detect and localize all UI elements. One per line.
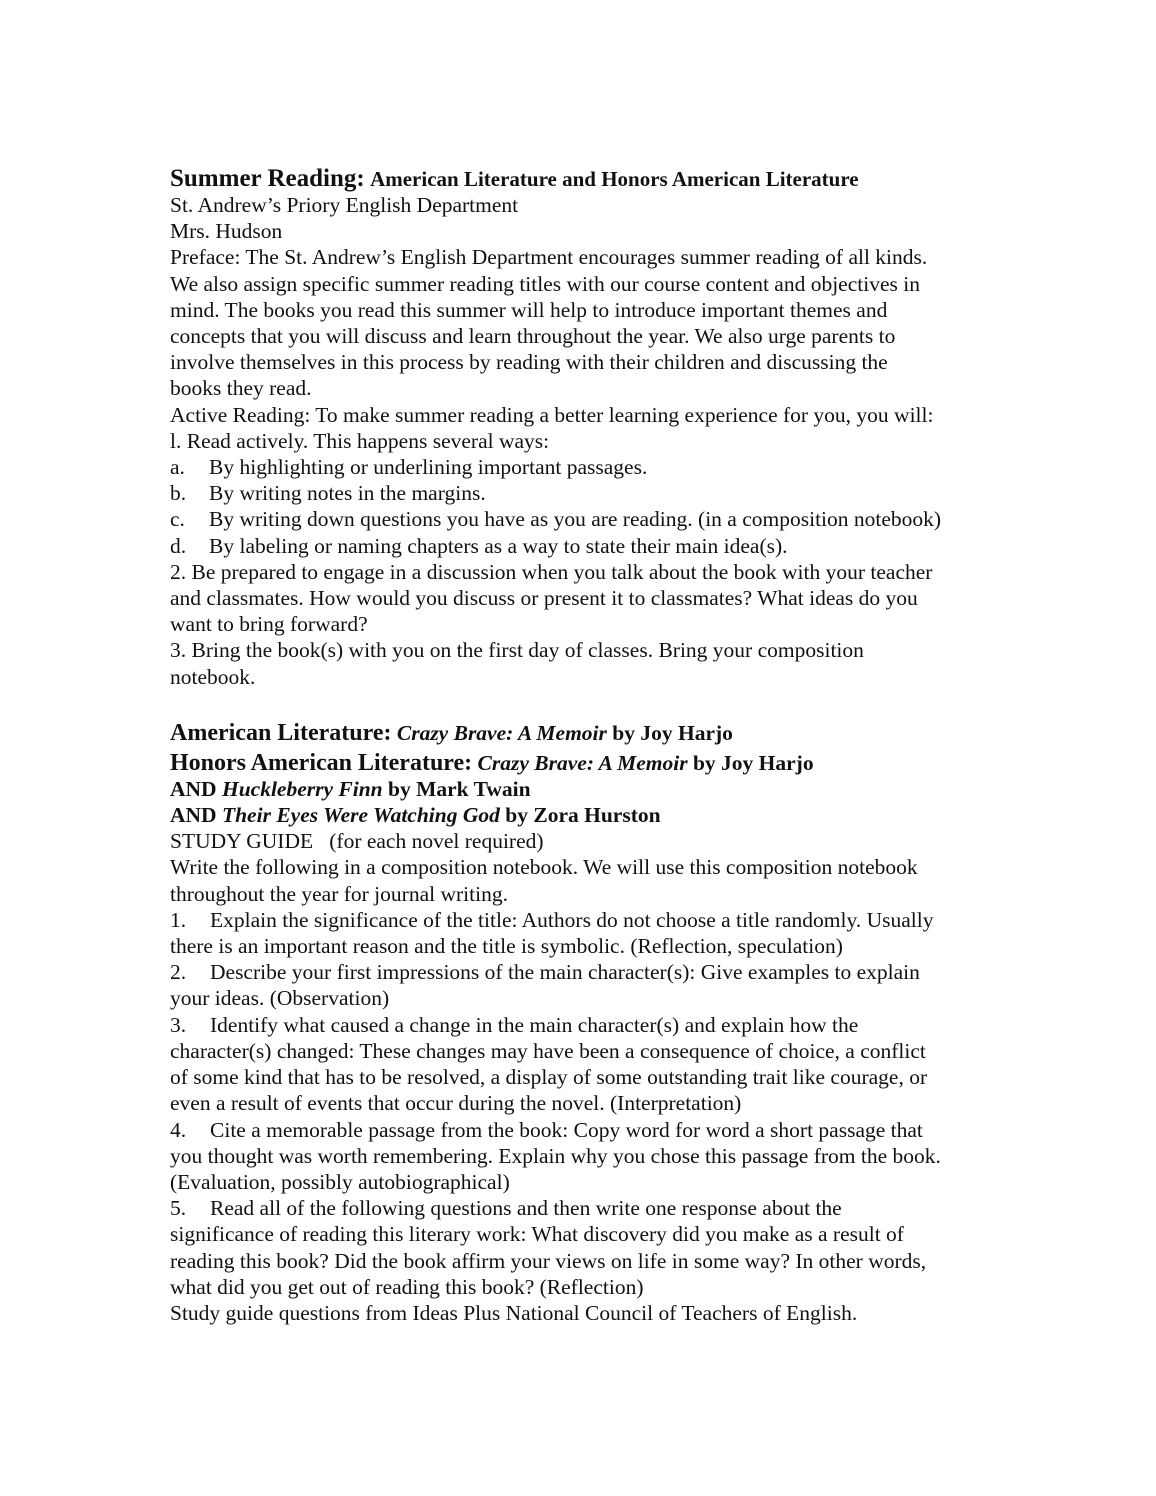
point-line: 2. Be prepared to engage in a discussion when you talk about the book with your teacher: [170, 559, 933, 584]
point-line: want to bring forward?: [170, 612, 368, 637]
question-text: Identify what caused a change in the main character(s) and explain how the: [210, 1012, 859, 1037]
question-line: [170, 1195, 1000, 1221]
title-main: Summer Reading:: [170, 165, 365, 192]
section-spacer: [170, 690, 1000, 716]
department-line: St. Andrew’s Priory English Department: [170, 193, 519, 217]
list-text: By labeling or naming chapters as a way to state their main idea(s).: [209, 533, 788, 558]
question-line: even a result of events that occur during the novel. (Interpretation): [170, 1091, 742, 1116]
question-line: reading this book? Did the book affirm your views on life in some way? In other words,: [170, 1248, 927, 1273]
list-marker: d.: [170, 533, 187, 558]
list-item: [170, 454, 1000, 480]
question-line: [170, 959, 1000, 985]
question-line: character(s) changed: These changes may have been a consequence of choice, a conflict: [170, 1038, 926, 1063]
book-title: Crazy Brave: A Memoir: [477, 750, 688, 775]
list-marker: b.: [170, 481, 187, 506]
list-text: By highlighting or underlining important passages.: [209, 455, 648, 480]
source-line: Study guide questions from Ideas Plus National Council of Teachers of English.: [170, 1300, 858, 1325]
list-marker: a.: [170, 455, 185, 480]
question-text: Describe your first impressions of the main character(s): Give examples to explain: [210, 960, 920, 985]
question-number: 3.: [170, 1012, 187, 1037]
list-text: By writing down questions you have as you are reading. (in a composition notebook): [209, 507, 942, 532]
preface-line: mind. The books you read this summer will help to introduce important themes and: [170, 297, 888, 322]
question-number: 5.: [170, 1196, 187, 1221]
book-title: Crazy Brave: A Memoir: [396, 720, 607, 745]
question-line: [170, 907, 1000, 933]
course-label: American Literature:: [170, 719, 392, 746]
question-number: 1.: [170, 907, 187, 932]
am-lit-heading: [170, 716, 1000, 750]
question-line: (Evaluation, possibly autobiographical): [170, 1169, 510, 1194]
preface-line: We also assign specific summer reading titles with our course content and objectives in: [170, 271, 920, 296]
active-reading-line: l. Read actively. This happens several ways:: [170, 428, 550, 453]
honors-heading: [170, 746, 1000, 780]
question-line: there is an important reason and the title is symbolic. (Reflection, speculation): [170, 934, 843, 959]
list-item: [170, 480, 1000, 506]
active-reading-line: Active Reading: To make summer reading a better learning experience for you, you will:: [170, 402, 934, 427]
question-line: [170, 1117, 1000, 1143]
list-item: [170, 506, 1000, 532]
book-title: Their Eyes Were Watching God: [221, 803, 500, 828]
list-item: [170, 533, 1000, 559]
preface-line: Preface: The St. Andrew’s English Department encourages summer reading of all kinds.: [170, 245, 928, 270]
point-line: and classmates. How would you discuss or present it to classmates? What ideas do you: [170, 586, 918, 611]
teacher-line: Mrs. Hudson: [170, 219, 283, 244]
book-title: Huckleberry Finn: [221, 776, 383, 801]
intro-line: Write the following in a composition notebook. We will use this composition notebook: [170, 855, 918, 880]
and-prefix: AND: [170, 803, 222, 828]
point-line: 3. Bring the book(s) with you on the first day of classes. Bring your composition: [170, 638, 864, 663]
document-title: [170, 162, 1000, 196]
document-page: [170, 162, 1000, 1326]
question-text: Explain the significance of the title: Authors do not choose a title randomly. Usually: [210, 907, 934, 932]
question-line: of some kind that has to be resolved, a display of some outstanding trait like courage, or: [170, 1065, 928, 1090]
question-number: 4.: [170, 1117, 187, 1142]
book-author: by Zora Hurston: [499, 803, 661, 828]
question-line: your ideas. (Observation): [170, 986, 390, 1011]
question-line: [170, 1012, 1000, 1038]
question-number: 2.: [170, 960, 187, 985]
study-guide-heading: STUDY GUIDE (for each novel required): [170, 829, 544, 854]
course-label: Honors American Literature:: [170, 749, 473, 776]
and-book-line: [170, 802, 1000, 828]
intro-line: throughout the year for journal writing.: [170, 881, 508, 906]
question-line: significance of reading this literary work: What discovery did you make as a result of: [170, 1222, 904, 1247]
and-prefix: AND: [170, 776, 222, 801]
question-text: Cite a memorable passage from the book: Copy word for word a short passage that: [210, 1117, 923, 1142]
point-line: notebook.: [170, 664, 256, 689]
question-line: you thought was worth remembering. Explain why you chose this passage from the book.: [170, 1143, 941, 1168]
preface-line: concepts that you will discuss and learn throughout the year. We also urge parents to: [170, 324, 896, 349]
preface-line: involve themselves in this process by reading with their children and discussing the: [170, 350, 888, 375]
book-author: by Mark Twain: [382, 776, 531, 801]
book-author: by Joy Harjo: [687, 750, 814, 775]
preface-line: books they read.: [170, 376, 312, 401]
title-sub: American Literature and Honors American Literature: [370, 167, 859, 191]
question-line: what did you get out of reading this book? (Reflection): [170, 1274, 644, 1299]
list-text: By writing notes in the margins.: [209, 481, 486, 506]
book-author: by Joy Harjo: [606, 720, 733, 745]
list-marker: c.: [170, 507, 185, 532]
question-text: Read all of the following questions and then write one response about the: [210, 1196, 842, 1221]
